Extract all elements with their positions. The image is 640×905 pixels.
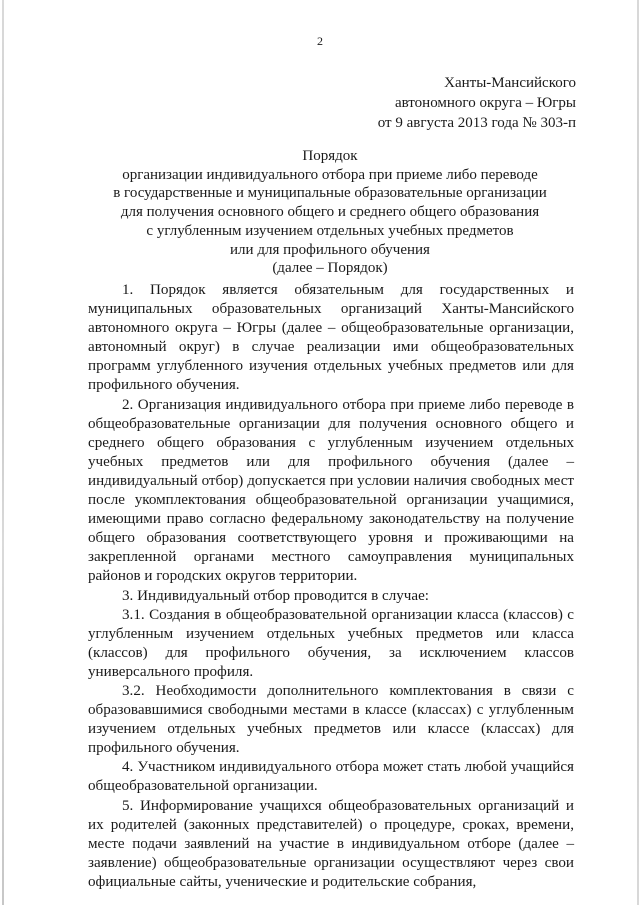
paragraph-1: 1. Порядок является обязательным для государственных и муниципальных образовательных организаций Ханты-Мансийского автономного округа – Югры (далее – общеобразовательные организации, автономный округ) в случае реализации ими общеобразовательных программ углубленного изучения отдельных учебных предметов или для профильного обучения. — [88, 282, 574, 394]
paragraph-5: 5. Информирование учащихся общеобразовательных организаций и их родителей (законных представителей) о процедуре, сроках, времени, месте подачи заявлений на участие в индивидуальном отборе (далее – заявление) общеобразовательные организации осуществляют через свои официальные сайты, ученические и родительские собрания, — [88, 797, 574, 890]
title-heading: Порядок — [302, 148, 358, 164]
title-line: с углубленным изучением отдельных учебных предметов — [146, 222, 514, 239]
header-line-okrug: автономного округа – Югры — [394, 95, 576, 111]
document-title — [80, 147, 580, 278]
title-line: или для профильного обучения — [230, 241, 430, 258]
paragraph-4: 4. Участником индивидуального отбора может стать любой учащийся общеобразовательной организации. — [88, 759, 574, 795]
header-line-region: Ханты-Мансийского — [444, 75, 576, 91]
scan-edge-right — [637, 0, 639, 905]
paragraph-2: 2. Организация индивидуального отбора при приеме либо переводе в общеобразовательные организации для получения основного общего и среднего общего образования с углубленным изучением отдельных учебных предметов или для профильного обучения (далее – индивидуальный отбор) допускается при условии наличия свободных мест после укомплектования общеобразовательной организации учащимися, имеющими право согласно федеральному законодательству на получение общего образования соответствующего уровня и проживающими на закрепленной органами местного самоуправления муниципальных районов и городских округов территории. — [88, 396, 574, 585]
title-line: организации индивидуального отбора при приеме либо переводе — [122, 166, 538, 183]
document-header — [378, 73, 576, 133]
scan-edge-left — [2, 0, 4, 905]
paragraph-3: 3. Индивидуальный отбор проводится в случае: — [122, 587, 429, 604]
paragraph-3-2: 3.2. Необходимости дополнительного комплектования в связи с образовавшимися свободными местами в классе (классах) с углубленным изучением отдельных учебных предметов или классе (классах) для профильного обучения. — [88, 682, 574, 757]
title-line: в государственные и муниципальные образовательные организации — [113, 185, 547, 202]
page-number: 2 — [317, 34, 323, 48]
paragraph-3-1: 3.1. Создания в общеобразовательной организации класса (классов) с углубленным изучением отдельных учебных предметов или класса (классов) для профильного обучения, за исключением классов универсального профиля. — [88, 606, 574, 680]
title-line: для получения основного общего и среднего общего образования — [120, 204, 540, 221]
document-body — [88, 281, 574, 892]
title-line: (далее – Порядок) — [272, 260, 388, 277]
header-line-date: от 9 августа 2013 года № 303-п — [377, 115, 576, 131]
